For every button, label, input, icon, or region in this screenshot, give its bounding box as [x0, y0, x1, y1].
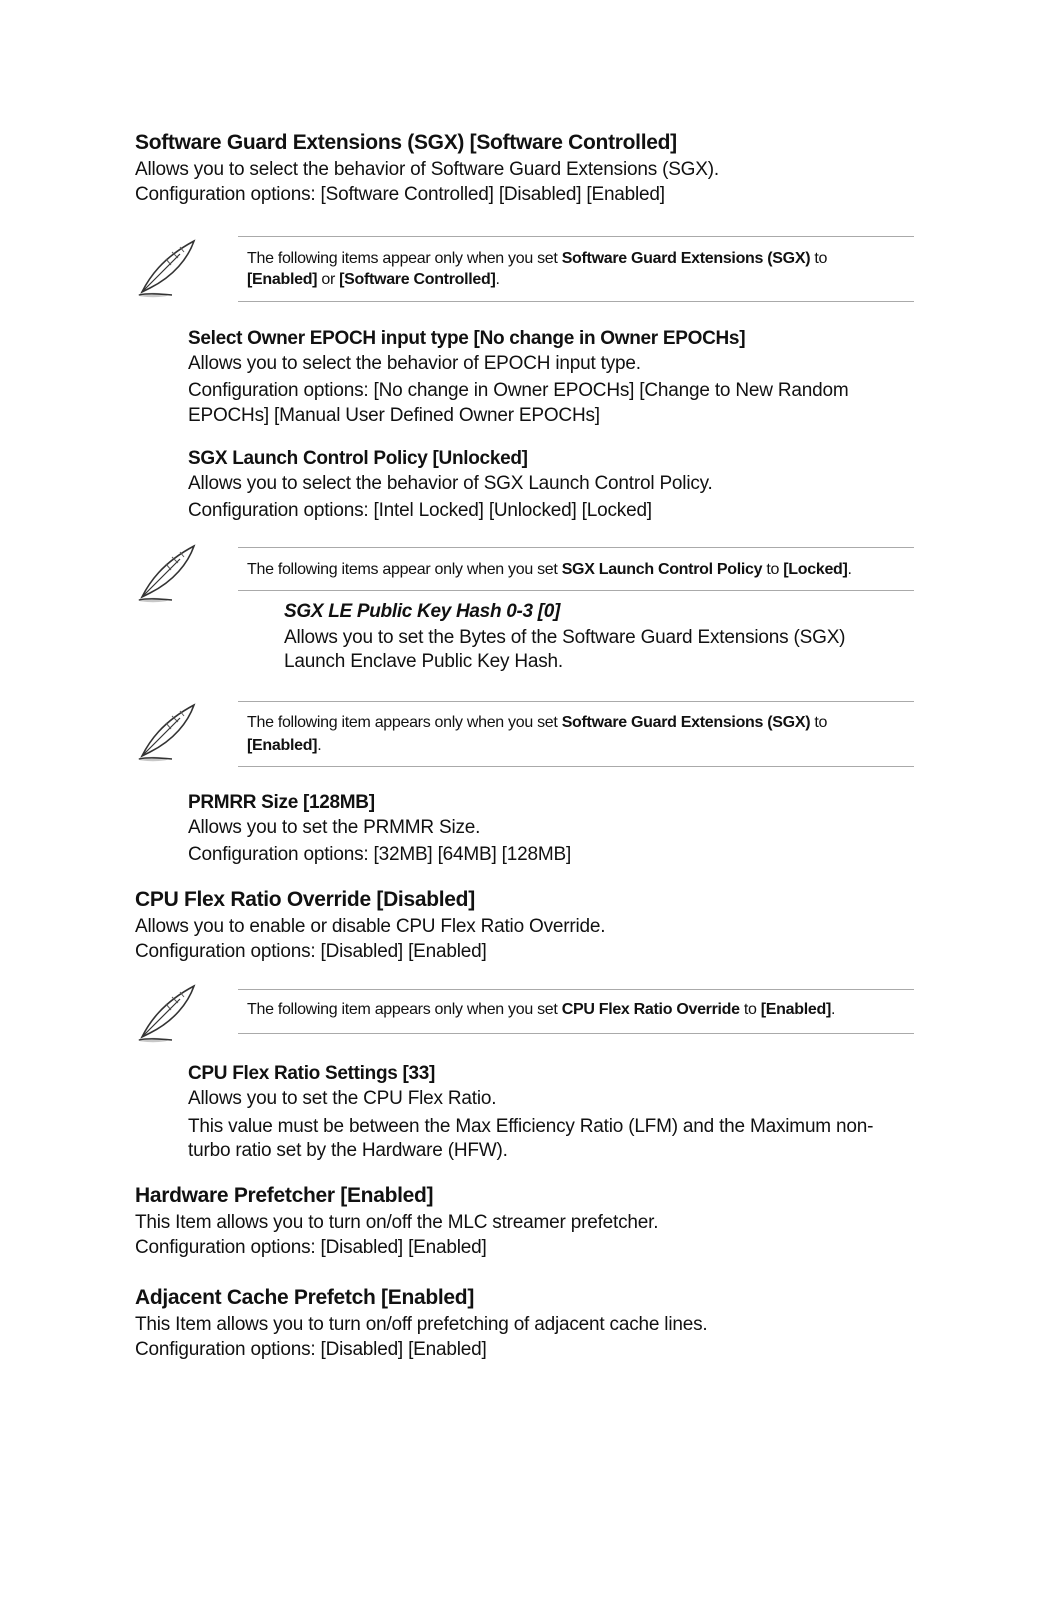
- cpu-flex-settings-note-line2: turbo ratio set by the Hardware (HFW).: [188, 1140, 508, 1161]
- note-sgx-enabled-line1: The following item appears only when you set Software Guard Extensions (SGX) to: [247, 714, 828, 731]
- launch-control-description: Allows you to select the behavior of SGX Launch Control Policy.: [188, 473, 713, 494]
- hw-prefetcher-options: Configuration options: [Disabled] [Enabled]: [135, 1237, 487, 1258]
- note-sgx-enabled-line2: [Enabled].: [247, 737, 322, 754]
- cpu-flex-override-description: Allows you to enable or disable CPU Flex Ratio Override.: [135, 916, 606, 937]
- sgx-heading: Software Guard Extensions (SGX) [Software Controlled]: [135, 131, 677, 154]
- epoch-description: Allows you to select the behavior of EPOCH input type.: [188, 353, 641, 374]
- prmrr-heading: PRMRR Size [128MB]: [188, 792, 375, 813]
- note-divider-top: [238, 701, 914, 702]
- cpu-flex-override-heading: CPU Flex Ratio Override [Disabled]: [135, 888, 475, 911]
- sgx-description: Allows you to select the behavior of Software Guard Extensions (SGX).: [135, 159, 719, 180]
- cpu-flex-settings-description: Allows you to set the CPU Flex Ratio.: [188, 1088, 497, 1109]
- launch-control-options: Configuration options: [Intel Locked] [Unlocked] [Locked]: [188, 500, 652, 521]
- cpu-flex-override-options: Configuration options: [Disabled] [Enabled]: [135, 941, 487, 962]
- adjacent-prefetch-heading: Adjacent Cache Prefetch [Enabled]: [135, 1286, 475, 1309]
- quill-pen-note-icon: [136, 983, 200, 1047]
- quill-pen-note-icon: [136, 702, 200, 766]
- sgx-options: Configuration options: [Software Controlled] [Disabled] [Enabled]: [135, 184, 665, 205]
- note-cpu-flex: The following item appears only when you set CPU Flex Ratio Override to [Enabled].: [247, 1001, 836, 1018]
- quill-pen-note-icon: [136, 238, 200, 302]
- hw-prefetcher-description: This Item allows you to turn on/off the MLC streamer prefetcher.: [135, 1212, 659, 1233]
- prmrr-options: Configuration options: [32MB] [64MB] [128MB]: [188, 844, 572, 865]
- le-hash-description-line1: Allows you to set the Bytes of the Software Guard Extensions (SGX): [284, 627, 846, 648]
- le-hash-heading: SGX LE Public Key Hash 0-3 [0]: [284, 601, 561, 622]
- epoch-options-line1: Configuration options: [No change in Owner EPOCHs] [Change to New Random: [188, 380, 849, 401]
- note-sgx-line2: [Enabled] or [Software Controlled].: [247, 271, 500, 288]
- prmrr-description: Allows you to set the PRMMR Size.: [188, 817, 481, 838]
- note-launch-control: The following items appear only when you set SGX Launch Control Policy to [Locked].: [247, 561, 852, 578]
- launch-control-heading: SGX Launch Control Policy [Unlocked]: [188, 448, 528, 469]
- cpu-flex-settings-note-line1: This value must be between the Max Efficiency Ratio (LFM) and the Maximum non-: [188, 1116, 874, 1137]
- note-divider-top: [238, 236, 914, 237]
- le-hash-description-line2: Launch Enclave Public Key Hash.: [284, 651, 563, 672]
- note-divider-bottom: [238, 590, 914, 591]
- epoch-options-line2: EPOCHs] [Manual User Defined Owner EPOCHs]: [188, 405, 600, 426]
- note-divider-bottom: [238, 301, 914, 302]
- adjacent-prefetch-options: Configuration options: [Disabled] [Enabled]: [135, 1339, 487, 1360]
- adjacent-prefetch-description: This Item allows you to turn on/off prefetching of adjacent cache lines.: [135, 1314, 708, 1335]
- quill-pen-note-icon: [136, 543, 200, 607]
- note-divider-bottom: [238, 766, 914, 767]
- note-divider-bottom: [238, 1033, 914, 1034]
- note-divider-top: [238, 547, 914, 548]
- cpu-flex-settings-heading: CPU Flex Ratio Settings [33]: [188, 1063, 436, 1084]
- note-divider-top: [238, 989, 914, 990]
- epoch-heading: Select Owner EPOCH input type [No change in Owner EPOCHs]: [188, 328, 746, 349]
- note-sgx-line1: The following items appear only when you set Software Guard Extensions (SGX) to: [247, 250, 828, 267]
- hw-prefetcher-heading: Hardware Prefetcher [Enabled]: [135, 1184, 434, 1207]
